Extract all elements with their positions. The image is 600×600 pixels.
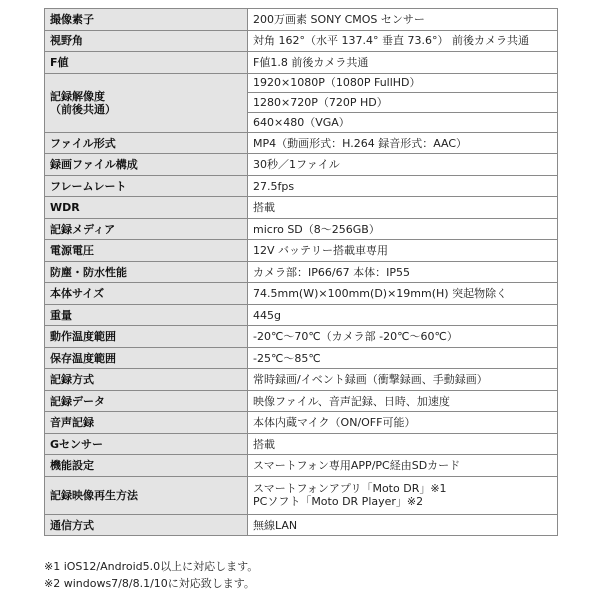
spec-row [45,455,558,477]
spec-row [45,514,558,536]
spec-label: 機能設定 [45,455,248,477]
spec-label: WDR [45,197,248,219]
spec-label: 記録解像度 （前後共通） [45,73,248,132]
spec-label: F値 [45,52,248,74]
footnote-1: ※1 iOS12/Android5.0以上に対応します。 [44,560,259,573]
spec-label: 記録データ [45,390,248,412]
spec-value: 映像ファイル、音声記録、日時、加速度 [248,390,558,412]
spec-label: 通信方式 [45,514,248,536]
spec-row [45,433,558,455]
spec-label: ファイル形式 [45,132,248,154]
spec-value: カメラ部：IP66/67 本体：IP55 [248,261,558,283]
spec-label: 録画ファイル構成 [45,154,248,176]
spec-row [45,9,558,31]
spec-value: 搭載 [248,197,558,219]
spec-value: 1280×720P（720P HD） [248,93,558,113]
footnotes [44,558,258,592]
spec-value: micro SD（8〜256GB） [248,218,558,240]
spec-row [45,30,558,52]
spec-label: 電源電圧 [45,240,248,262]
spec-label: 本体サイズ [45,283,248,305]
spec-row [45,175,558,197]
spec-value: 30秒／1ファイル [248,154,558,176]
spec-value: 445g [248,304,558,326]
spec-label: 動作温度範囲 [45,326,248,348]
spec-label: 記録メディア [45,218,248,240]
spec-value: -20℃〜70℃（カメラ部 -20℃〜60℃） [248,326,558,348]
spec-label: 記録方式 [45,369,248,391]
spec-row [45,412,558,434]
spec-value: 対角 162°（水平 137.4° 垂直 73.6°） 前後カメラ共通 [248,30,558,52]
spec-label: 重量 [45,304,248,326]
spec-value: スマートフォン専用APP/PC経由SDカード [248,455,558,477]
spec-row [45,73,558,93]
spec-table-body [45,9,558,536]
spec-label: フレームレート [45,175,248,197]
spec-value: -25℃〜85℃ [248,347,558,369]
spec-table [44,8,558,536]
spec-row [45,476,558,514]
spec-row [45,283,558,305]
spec-value: 640×480（VGA） [248,113,558,133]
spec-value: 200万画素 SONY CMOS センサー [248,9,558,31]
spec-value: 搭載 [248,433,558,455]
spec-row [45,261,558,283]
spec-value: スマートフォンアプリ「Moto DR」※1 PCソフト「Moto DR Player」※2 [248,476,558,514]
spec-label: 音声記録 [45,412,248,434]
spec-value: 本体内蔵マイク（ON/OFF可能） [248,412,558,434]
spec-value: 12V バッテリー搭載車専用 [248,240,558,262]
spec-row [45,240,558,262]
spec-value: 無線LAN [248,514,558,536]
spec-row [45,52,558,74]
spec-row [45,369,558,391]
spec-row [45,197,558,219]
spec-row [45,390,558,412]
footnote-2: ※2 windows7/8/8.1/10に対応致します。 [44,577,255,590]
spec-value: 1920×1080P（1080P FullHD） [248,73,558,93]
spec-label: 記録映像再生方法 [45,476,248,514]
spec-label: 視野角 [45,30,248,52]
spec-value: 27.5fps [248,175,558,197]
spec-value: F値1.8 前後カメラ共通 [248,52,558,74]
spec-value: 74.5mm(W)×100mm(D)×19mm(H) 突起物除く [248,283,558,305]
spec-label: 保存温度範囲 [45,347,248,369]
spec-value: 常時録画/イベント録画（衝撃録画、手動録画） [248,369,558,391]
spec-row [45,347,558,369]
spec-label: 防塵・防水性能 [45,261,248,283]
spec-row [45,132,558,154]
spec-row [45,304,558,326]
spec-row [45,218,558,240]
spec-row [45,154,558,176]
spec-label: Gセンサー [45,433,248,455]
spec-label: 撮像素子 [45,9,248,31]
spec-value: MP4（動画形式：H.264 録音形式：AAC） [248,132,558,154]
spec-row [45,326,558,348]
